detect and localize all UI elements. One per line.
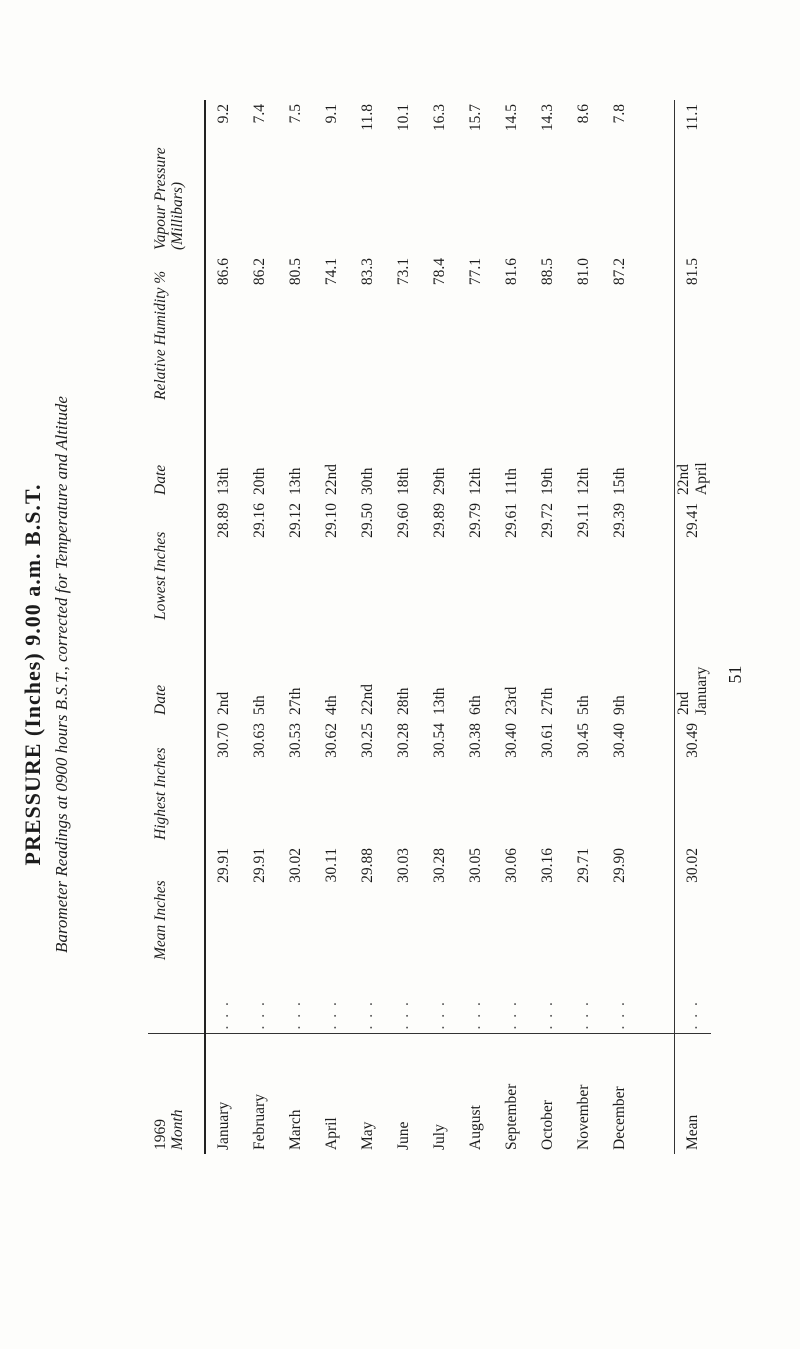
highest-date-cell: 4th [323, 695, 340, 715]
header-highest-date: Date [152, 684, 169, 715]
row-leader: . . . [251, 1000, 268, 1030]
row-leader: . . . [503, 1000, 520, 1030]
mean-cell: 29.91 [215, 848, 232, 883]
mean-cell: 30.28 [431, 848, 448, 883]
lowest-date-cell: 12th [575, 467, 592, 495]
lowest-cell: 29.61 [503, 503, 520, 538]
row-leader: . . . [575, 1000, 592, 1030]
month-cell: May [350, 1034, 386, 1154]
lowest-date-cell: 20th [251, 467, 268, 495]
highest-cell: 30.38 [467, 723, 484, 758]
lowest-cell: 29.60 [395, 503, 412, 538]
vapour-cell: 11.8 [359, 104, 376, 131]
lowest-date-cell: 18th [395, 467, 412, 495]
header-humidity: Relative Humidity % [152, 270, 169, 400]
mean-cell: 30.11 [323, 848, 340, 883]
table-row [350, 100, 386, 1154]
vapour-cell: 9.1 [323, 104, 340, 124]
humidity-cell: 80.5 [287, 258, 304, 286]
table-row [494, 100, 530, 1154]
month-cell: June [386, 1034, 422, 1154]
lowest-date-cell: 30th [359, 467, 376, 495]
lowest-date-cell: 19th [539, 467, 556, 495]
mean-cell: 30.16 [539, 848, 556, 883]
lowest-date-cell: 22nd [323, 464, 340, 495]
humidity-cell: 81.0 [575, 258, 592, 286]
lowest-date-cell: 15th [611, 467, 628, 495]
mean-cell: 29.91 [251, 848, 268, 883]
mean-label: Mean [675, 1034, 712, 1154]
month-cell: December [602, 1034, 638, 1154]
highest-date-cell: 27th [539, 687, 556, 715]
humidity-cell: 83.3 [359, 258, 376, 286]
header-year: 1969 [152, 1119, 169, 1150]
lowest-date-cell: 29th [431, 467, 448, 495]
month-cell: March [278, 1034, 314, 1154]
mean-highest-date-month: January [693, 666, 710, 715]
highest-date-cell: 2nd [215, 691, 232, 715]
month-cell: February [242, 1034, 278, 1154]
lowest-cell: 29.79 [467, 503, 484, 538]
row-leader: . . . [684, 1000, 701, 1030]
header-highest: Highest Inches [152, 747, 169, 840]
table-row [530, 100, 566, 1154]
vapour-cell: 9.2 [215, 104, 232, 124]
pressure-table [148, 100, 711, 1154]
row-leader: . . . [611, 1000, 628, 1030]
mean-cell: 29.88 [359, 848, 376, 883]
humidity-cell: 74.1 [323, 258, 340, 286]
row-leader: . . . [395, 1000, 412, 1030]
vapour-cell: 8.6 [575, 104, 592, 124]
month-cell: July [422, 1034, 458, 1154]
vapour-cell: 14.5 [503, 104, 520, 132]
lowest-date-cell: 13th [287, 467, 304, 495]
lowest-cell: 29.50 [359, 503, 376, 538]
highest-cell: 30.45 [575, 723, 592, 758]
mean-lowest: 29.41 [684, 503, 701, 538]
lowest-date-cell: 12th [467, 467, 484, 495]
row-leader: . . . [215, 1000, 232, 1030]
table-row [205, 100, 242, 1154]
table-body [205, 100, 638, 1154]
highest-cell: 30.25 [359, 723, 376, 758]
mean-lowest-date [675, 404, 712, 499]
humidity-cell: 77.1 [467, 258, 484, 286]
lowest-date-cell: 13th [215, 467, 232, 495]
highest-cell: 30.28 [395, 723, 412, 758]
table-row [566, 100, 602, 1154]
row-leader: . . . [323, 1000, 340, 1030]
highest-date-cell: 27th [287, 687, 304, 715]
page-number: 51 [725, 665, 745, 684]
row-leader: . . . [359, 1000, 376, 1030]
page-title: PRESSURE (Inches) 9.00 a.m. B.S.T. [20, 483, 45, 866]
humidity-cell: 78.4 [431, 258, 448, 286]
header-vapour: Vapour Pressure (Millibars) [152, 147, 186, 250]
row-leader: . . . [287, 1000, 304, 1030]
highest-cell: 30.70 [215, 723, 232, 758]
highest-date-cell: 6th [467, 695, 484, 715]
mean-cell: 30.03 [395, 848, 412, 883]
highest-cell: 30.40 [611, 723, 628, 758]
humidity-cell: 73.1 [395, 258, 412, 286]
month-cell: April [314, 1034, 350, 1154]
header-lowest-date: Date [152, 464, 169, 495]
highest-date-cell: 5th [251, 695, 268, 715]
mean-mean: 30.02 [684, 848, 701, 883]
lowest-cell: 29.10 [323, 503, 340, 538]
lowest-cell: 29.39 [611, 503, 628, 538]
header-month: 1969 Month [148, 1034, 205, 1154]
mean-humidity: 81.5 [684, 258, 701, 286]
table-row [422, 100, 458, 1154]
table-row [314, 100, 350, 1154]
mean-cell: 30.02 [287, 848, 304, 883]
month-cell: October [530, 1034, 566, 1154]
vapour-cell: 7.4 [251, 104, 268, 124]
page-subtitle: Barometer Readings at 0900 hours B.S.T., corrected for Temperature and Altitude [52, 396, 71, 953]
table-row [278, 100, 314, 1154]
vapour-cell: 7.8 [611, 104, 628, 124]
highest-date-cell: 28th [395, 687, 412, 715]
header-row [148, 100, 205, 1154]
highest-date-cell: 23rd [503, 686, 520, 715]
humidity-cell: 81.6 [503, 258, 520, 286]
highest-cell: 30.61 [539, 723, 556, 758]
highest-cell: 30.62 [323, 723, 340, 758]
lowest-cell: 29.12 [287, 503, 304, 538]
mean-highest-date [675, 624, 712, 719]
humidity-cell: 86.6 [215, 258, 232, 286]
mean-cell: 29.71 [575, 848, 592, 883]
table-row [386, 100, 422, 1154]
row-leader: . . . [539, 1000, 556, 1030]
mean-cell: 30.06 [503, 848, 520, 883]
humidity-cell: 86.2 [251, 258, 268, 286]
highest-cell: 30.54 [431, 723, 448, 758]
humidity-cell: 88.5 [539, 258, 556, 286]
row-leader: . . . [431, 1000, 448, 1030]
highest-date-cell: 9th [611, 695, 628, 715]
month-cell: September [494, 1034, 530, 1154]
month-cell: January [205, 1034, 242, 1154]
vapour-cell: 15.7 [467, 104, 484, 132]
lowest-date-cell: 11th [503, 468, 520, 495]
vapour-cell: 16.3 [431, 104, 448, 132]
month-cell: August [458, 1034, 494, 1154]
highest-cell: 30.40 [503, 723, 520, 758]
mean-cell: 29.90 [611, 848, 628, 883]
table-row [242, 100, 278, 1154]
lowest-cell: 29.11 [575, 503, 592, 538]
vapour-cell: 10.1 [395, 104, 412, 132]
mean-row [675, 100, 712, 1154]
lowest-cell: 28.89 [215, 503, 232, 538]
table-row [602, 100, 638, 1154]
mean-highest-date-day: 2nd [675, 691, 692, 715]
mean-cell: 30.05 [467, 848, 484, 883]
humidity-cell: 87.2 [611, 258, 628, 286]
mean-vapour: 11.1 [684, 104, 701, 131]
vapour-cell: 7.5 [287, 104, 304, 124]
mean-lowest-date-month: April [693, 462, 710, 495]
mean-lowest-date-day: 22nd [675, 464, 692, 495]
highest-date-cell: 22nd [359, 684, 376, 715]
vapour-cell: 14.3 [539, 104, 556, 132]
highest-date-cell: 5th [575, 695, 592, 715]
header-lowest: Lowest Inches [152, 531, 169, 620]
highest-cell: 30.53 [287, 723, 304, 758]
lowest-cell: 29.72 [539, 503, 556, 538]
month-cell: November [566, 1034, 602, 1154]
table-row [458, 100, 494, 1154]
lowest-cell: 29.16 [251, 503, 268, 538]
mean-highest: 30.49 [684, 723, 701, 758]
header-mean: Mean Inches [152, 880, 169, 960]
row-leader: . . . [467, 1000, 484, 1030]
highest-cell: 30.63 [251, 723, 268, 758]
lowest-cell: 29.89 [431, 503, 448, 538]
highest-date-cell: 13th [431, 687, 448, 715]
